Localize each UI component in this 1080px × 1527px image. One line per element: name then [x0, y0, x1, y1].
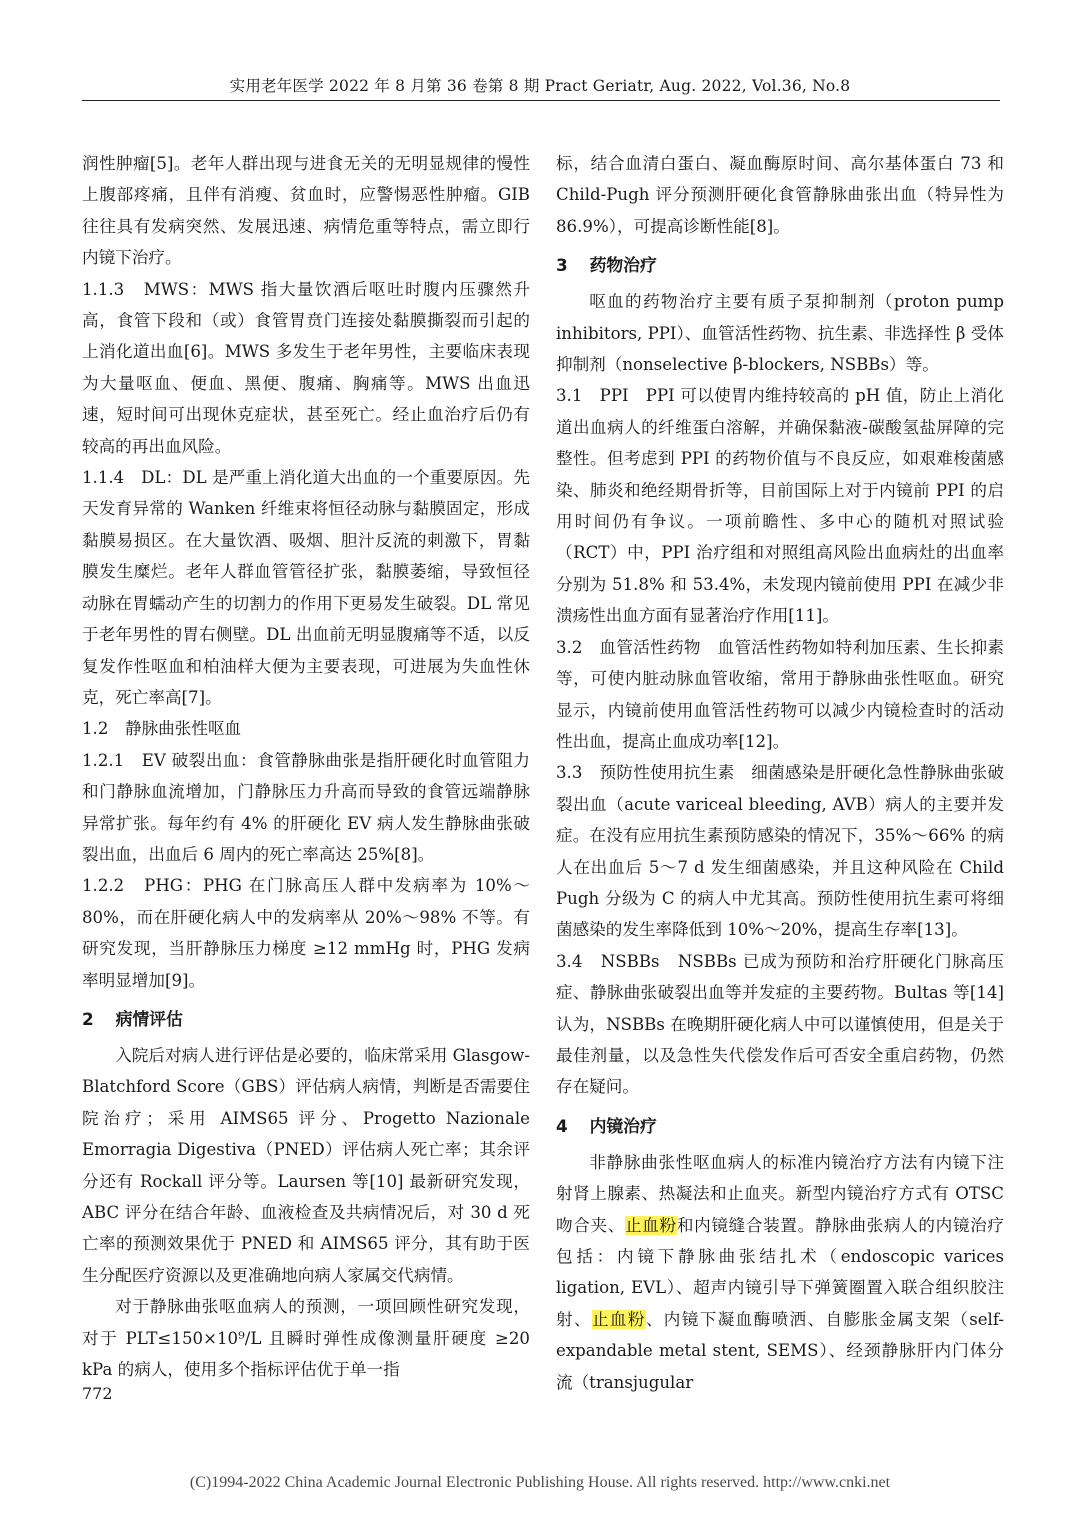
section-3-4: 3.4 NSBBs NSBBs 已成为预防和治疗肝硬化门脉高压症、静脉曲张破裂出血等并发症的主要药物。Bultas 等[14] 认为，NSBBs 在晚期肝硬化病人中可以谨慎使用，但是关于最佳剂量，以及急性失代偿发作后可否安全重启药物，仍然存在疑问。: [556, 951, 1004, 1097]
text-run: 和内镜缝合装置。静脉曲张病人的内镜治疗包括：内镜下静脉曲张结扎术（endoscopic varices ligation, EVL）、超声内镜引导下弹簧圈置入联合组织胶注射、: [556, 1215, 1005, 1329]
section-1-1-3: 1.1.3 MWS：MWS 指大量饮酒后呕吐时腹内压骤然升高，食管下段和（或）食管胃贲门连接处黏膜撕裂而引起的上消化道出血[6]。MWS 多发生于老年男性，主要临床表现为大量呕血、便血、黑便、腹痛、胸痛等。MWS 出血迅速，短时间可出现休克症状，甚至死亡。经止血治疗后仍有较高的再出血风险。: [82, 279, 530, 456]
section-title: 内镜治疗: [589, 1115, 657, 1136]
highlighted-term: 止血粉: [591, 1309, 646, 1329]
section-title: 病情评估: [115, 1008, 183, 1029]
section-3-3: 3.3 预防性使用抗生素 细菌感染是肝硬化急性静脉曲张破裂出血（acute variceal bleeding, AVB）病人的主要并发症。在没有应用抗生素预防感染的情况下，35%～66% 的病人在出血后 5～7 d 发生细菌感染，并且这种风险在 Child Pugh 分级为 C 的病人中尤其高。预防性使用抗生素可将细菌感染的发生率降低到 10%～20%，提高生存率[13]。: [556, 763, 1004, 940]
text-run: 非静脉曲张性呕血病人的标准内镜治疗方法有内镜下注射肾上腺素、热凝法和止血夹。新型内镜治疗方式有 OTSC 吻合夹、: [556, 1152, 1004, 1235]
section-1-1-4: 1.1.4 DL：DL 是严重上消化道大出血的一个重要原因。先天发育异常的 Wanken 纤维束将恒径动脉与黏膜固定，形成黏膜易损区。在大量饮酒、吸烟、胆汁反流的刺激下，胃黏膜发生糜烂。老年人群血管管径扩张，黏膜萎缩，导致恒径动脉在胃蠕动产生的切割力的作用下更易发生破裂。DL 常见于老年男性的胃右侧壁。DL 出血前无明显腹痛等不适，以反复发作性呕血和柏油样大便为主要表现，可进展为失血性休克，死亡率高[7]。: [82, 468, 530, 707]
section-3-2: 3.2 血管活性药物 血管活性药物如特利加压素、生长抑素等，可使内脏动脉血管收缩，常用于静脉曲张性呕血。研究显示，内镜前使用血管活性药物可以减少内镜检查时的活动性出血，提高止血成功率[12]。: [556, 637, 1004, 751]
section-4-heading: [556, 1109, 1004, 1143]
highlighted-term: 止血粉: [625, 1215, 677, 1235]
copyright-footer: (C)1994-2022 China Academic Journal Electronic Publishing House. All rights reserved. http://www.cnki.net: [189, 1474, 891, 1491]
section-2-heading: [82, 1002, 530, 1036]
section-3-1: 3.1 PPI PPI 可以使胃内维持较高的 pH 值，防止上消化道出血病人的纤维蛋白溶解，并确保黏液-碳酸氢盐屏障的完整性。但考虑到 PPI 的药物价值与不良反应，如艰难梭菌感染、肺炎和绝经期骨折等，目前国际上对于内镜前 PPI 的启用时间仍有争议。一项前瞻性、多中心的随机对照试验（RCT）中，PPI 治疗组和对照组高风险出血病灶的出血率分别为 51.8% 和 53.4%，未发现内镜前使用 PPI 在减少非溃疡性出血方面有显著治疗作用[11]。: [556, 386, 1004, 626]
paragraph: 润性肿瘤[5]。老年人群出现与进食无关的无明显规律的慢性上腹部疼痛，且伴有消瘦、贫血时，应警惕恶性肿瘤。GIB 往往具有发病突然、发展迅速、病情危重等特点，需立即行内镜下治疗。: [82, 154, 530, 268]
section-number: 4: [556, 1115, 568, 1136]
page-number: 772: [82, 1384, 113, 1403]
paragraph: [556, 1147, 1004, 1398]
left-column: [82, 148, 530, 1385]
running-header: 实用老年医学 2022 年 8 月第 36 卷第 8 期 Pract Geriatr, Aug. 2022, Vol.36, No.8: [229, 77, 851, 95]
header-rule: [82, 100, 1000, 101]
paragraph: 对于静脉曲张呕血病人的预测，一项回顾性研究发现，对于 PLT≤150×10⁹/L 且瞬时弹性成像测量肝硬度 ≥20 kPa 的病人，使用多个指标评估优于单一指: [82, 1297, 530, 1380]
section-1-2-2: 1.2.2 PHG：PHG 在门脉高压人群中发病率为 10%～80%，而在肝硬化病人中的发病率从 20%～98% 不等。有研究发现，当肝静脉压力梯度 ≥12 mmHg 时，PHG 发病率明显增加[9]。: [82, 876, 530, 990]
paragraph: 入院后对病人进行评估是必要的，临床常采用 Glasgow-Blatchford Score（GBS）评估病人病情，判断是否需要住院治疗；采用 AIMS65 评分、Progetto Nazionale Emorragia Digestiva（PNED）评估病人死亡率；其余评分还有 Rockall 评分等。Laursen 等[10] 最新研究发现，ABC 评分在结合年龄、血液检查及共病情况后，对 30 d 死亡率的预测效果优于 PNED 和 AIMS65 评分，其有助于医生分配医疗资源以及更准确地向病人家属交代病情。: [82, 1045, 530, 1285]
section-3-heading: [556, 248, 1004, 282]
section-number: 3: [556, 255, 568, 276]
section-1-2-1: 1.2.1 EV 破裂出血：食管静脉曲张是指肝硬化时血管阻力和门静脉血流增加，门静脉压力升高而导致的食管远端静脉异常扩张。每年约有 4% 的肝硬化 EV 病人发生静脉曲张破裂出血，出血后 6 周内的死亡率高达 25%[8]。: [82, 750, 530, 864]
paragraph: 呕血的药物治疗主要有质子泵抑制剂（proton pump inhibitors, PPI）、血管活性药物、抗生素、非选择性 β 受体抑制剂（nonselective β-blockers, NSBBs）等。: [556, 292, 1004, 375]
paragraph: 标，结合血清白蛋白、凝血酶原时间、高尔基体蛋白 73 和 Child-Pugh 评分预测肝硬化食管静脉曲张出血（特异性为 86.9%），可提高诊断性能[8]。: [556, 154, 1004, 236]
section-title: 药物治疗: [589, 255, 657, 276]
text-run: 、内镜下凝血酶喷洒、自膨胀金属支架（self-expandable metal stent, SEMS）、经颈静脉肝内门体分流（transjugular: [556, 1309, 1005, 1392]
right-column: [556, 148, 1004, 1398]
section-1-2-heading: 1.2 静脉曲张性呕血: [82, 719, 242, 739]
section-number: 2: [82, 1008, 94, 1029]
